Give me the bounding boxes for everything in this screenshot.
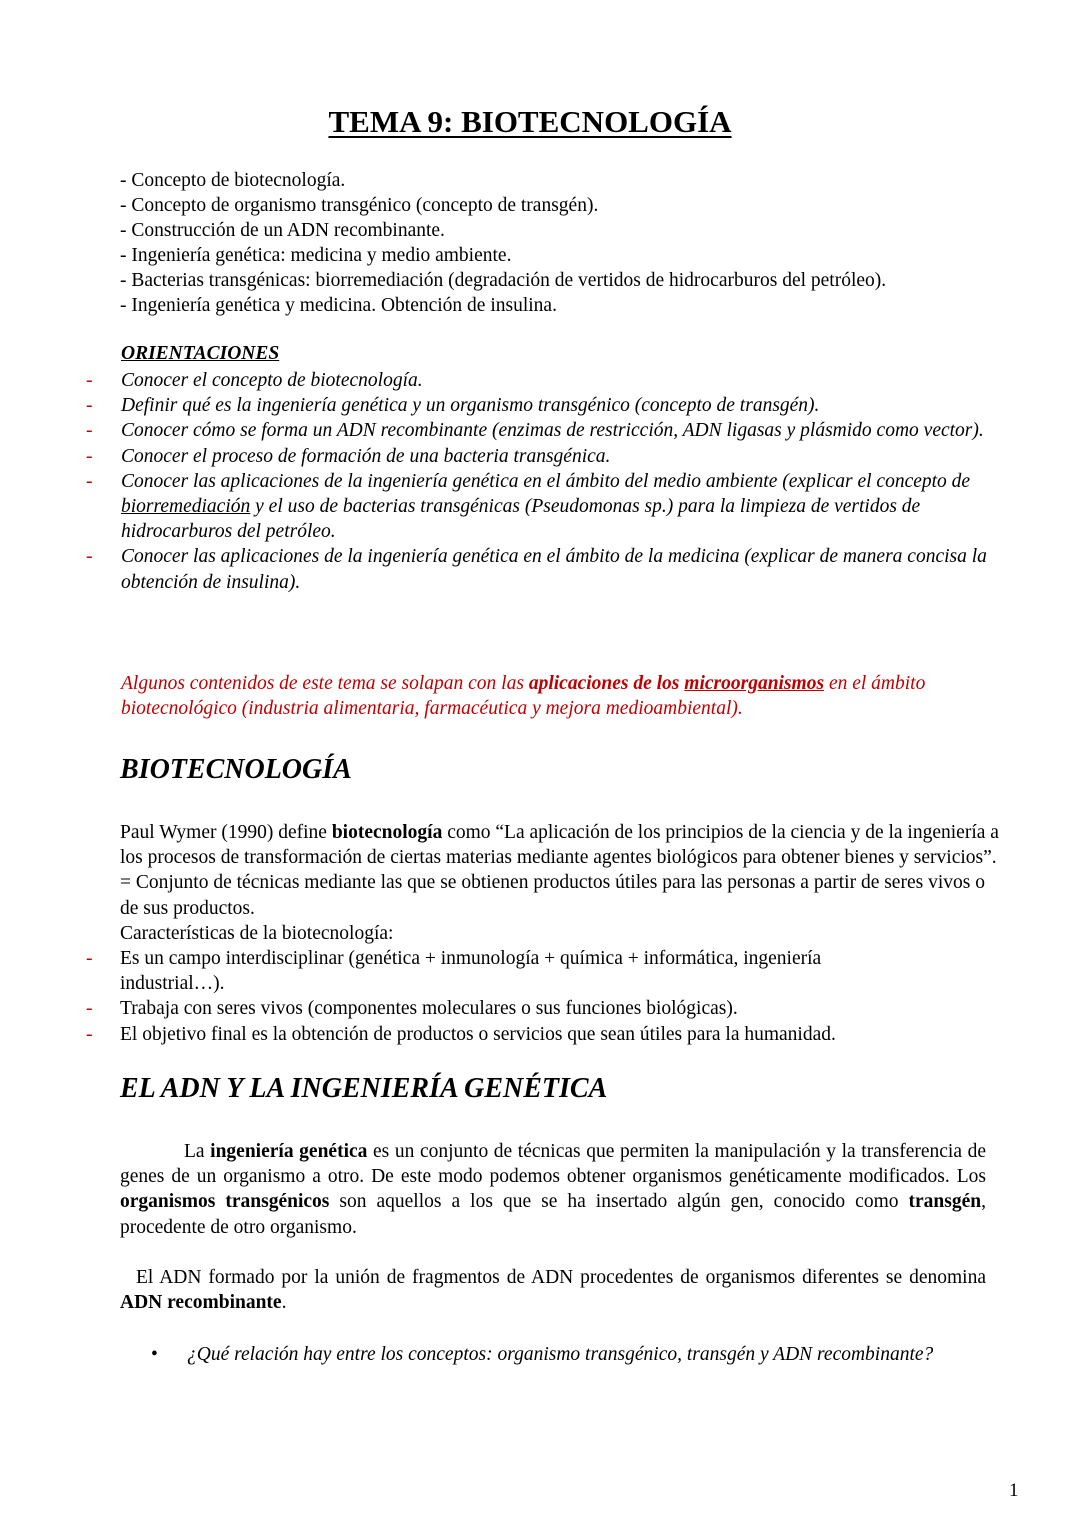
dash-marker: - — [86, 420, 93, 442]
question-list — [151, 1342, 987, 1367]
topic-item: - Ingeniería genética y medicina. Obtención de insulina. — [120, 295, 557, 316]
topic-item: - Construcción de un ADN recombinante. — [120, 220, 445, 241]
orientacion-item: - Conocer el concepto de biotecnología. — [0, 368, 1000, 393]
biorremediacion-term: biorremediación — [121, 496, 251, 518]
dash-marker: - — [86, 1023, 93, 1045]
red-note: Algunos contenidos de este tema se solapan con las aplicaciones de los microorganismos en el ámbito biotecnológico (industria alimentaria, farmacéutica y mejora medioambiental). — [121, 673, 926, 719]
orientacion-item: - Conocer las aplicaciones de la ingeniería genética en el ámbito del medio ambiente (explicar el concepto de biorremediación y el uso de bacterias transgénicas (Pseudomonas sp.) para la limpieza de vertidos de hidrocarburos del petróleo. — [86, 470, 971, 543]
characteristic-item: - Es un campo interdisciplinar (genética + inmunología + química + informática, ingeniería industrial…). — [86, 948, 822, 995]
dash-marker: - — [86, 470, 93, 492]
dash-marker: - — [86, 546, 93, 568]
page-number: 1 — [1009, 1480, 1019, 1501]
dash-marker: - — [86, 370, 93, 391]
orientacion-item: - Conocer las aplicaciones de la ingeniería genética en el ámbito de la medicina (explicar de manera concisa la obtención de insulina). — [86, 546, 987, 593]
microorganismos-term: microorganismos — [684, 673, 825, 694]
adn-heading: EL ADN Y LA INGENIERÍA GENÉTICA — [120, 1073, 608, 1104]
orientaciones-heading: ORIENTACIONES — [121, 343, 280, 364]
dash-marker: - — [86, 948, 93, 969]
biotecnologia-definition: Paul Wymer (1990) define biotecnología como “La aplicación de los principios de la ciencia y de la ingeniería a los procesos de transformación de ciertas materias mediante agentes biológicos para obtener bienes y servicios”. = Conjunto de técnicas mediante las que se obtienen productos útiles para las personas a partir de seres vivos o de sus productos. Características de la biotecnología: — [120, 822, 999, 944]
orientacion-item: - Conocer cómo se forma un ADN recombinante (enzimas de restricción, ADN ligasas y plásmido como vector). — [0, 418, 1000, 443]
characteristic-item: - Trabaja con seres vivos (componentes moleculares o sus funciones biológicas). — [0, 996, 960, 1021]
bullet-icon: • — [151, 1344, 158, 1365]
topic-item: - Concepto de biotecnología. — [120, 170, 346, 191]
biotecnologia-heading: BIOTECNOLOGÍA — [120, 754, 352, 785]
topic-item: - Bacterias transgénicas: biorremediación (degradación de vertidos de hidrocarburos del petróleo). — [120, 270, 887, 291]
dash-marker: - — [86, 998, 93, 1020]
orientacion-item: - Definir qué es la ingeniería genética y un organismo transgénico (concepto de transgén). — [0, 393, 1000, 418]
characteristics-list — [0, 946, 960, 1047]
topic-list — [120, 168, 886, 318]
adn-recombinante-paragraph: El ADN formado por la unión de fragmentos de ADN procedentes de organismos diferentes se denomina ADN recombinante. — [120, 1267, 986, 1314]
dash-marker: - — [86, 395, 93, 417]
ingenieria-paragraph: La ingeniería genética es un conjunto de técnicas que permiten la manipulación y la transferencia de genes de un organismo a otro. De este modo podemos obtener organismos genéticamente modificados. Los organismos transgénicos son aquellos a los que se ha insertado algún gen, conocido como transgén, procedente de otro organismo. — [120, 1141, 986, 1238]
question-item: • ¿Qué relación hay entre los conceptos: organismo transgénico, transgén y ADN recombinante? — [151, 1344, 934, 1365]
topic-item: - Ingeniería genética: medicina y medio ambiente. — [120, 245, 512, 266]
orientacion-item: - Conocer el proceso de formación de una bacteria transgénica. — [0, 444, 1000, 469]
dash-marker: - — [86, 445, 93, 467]
characteristic-item: - El objetivo final es la obtención de productos o servicios que sean útiles para la humanidad. — [0, 1022, 960, 1047]
topic-item: - Concepto de organismo transgénico (concepto de transgén). — [120, 195, 599, 216]
characteristics-heading: Características de la biotecnología: — [120, 922, 394, 944]
page-title: TEMA 9: BIOTECNOLOGÍA — [328, 104, 732, 139]
orientaciones-list — [0, 368, 1000, 595]
